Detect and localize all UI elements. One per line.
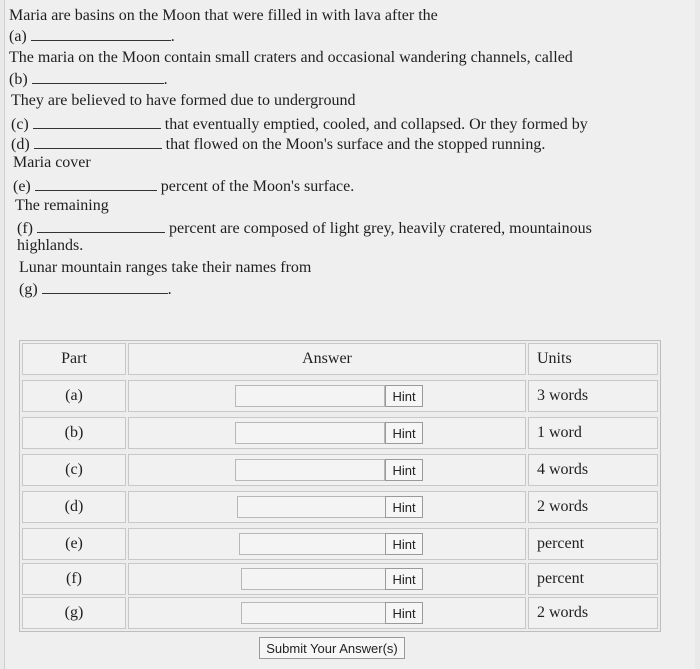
answer-input-e[interactable] [239, 533, 389, 555]
table-row-part [22, 417, 126, 449]
question-line-6 [17, 236, 83, 256]
hint-button-f[interactable] [385, 568, 423, 590]
submit-answers-button[interactable] [259, 637, 405, 659]
period: . [170, 28, 175, 45]
blank-f [37, 218, 165, 233]
answer-input-b[interactable] [235, 422, 385, 444]
period: . [163, 71, 168, 88]
part-f-label: (f) [17, 220, 33, 237]
answer-cell [128, 380, 526, 412]
question-line-f [17, 218, 592, 239]
header-answer-label: Answer [302, 350, 352, 367]
question-text: that flowed on the Moon's surface and the stopped running. [165, 136, 546, 153]
question-line-c [11, 114, 588, 135]
part-g-label: (g) [19, 281, 38, 298]
blank-b [32, 69, 164, 84]
table-row-part [22, 563, 126, 595]
problem-sheet [4, 0, 695, 669]
hint-button-d[interactable] [385, 496, 423, 518]
hint-label: Hint [392, 425, 416, 441]
answer-cell [128, 563, 526, 595]
units-label: 3 words [537, 387, 589, 404]
units-cell [528, 454, 658, 486]
part-label: (c) [65, 461, 83, 478]
question-text: Lunar mountain ranges take their names from [19, 259, 312, 276]
question-line-2 [9, 48, 573, 68]
units-label: percent [537, 535, 585, 552]
question-line-g [19, 279, 172, 300]
question-text: percent are composed of light grey, heavily cratered, mountainous [168, 220, 592, 237]
part-label: (e) [65, 535, 83, 552]
units-cell [528, 563, 658, 595]
header-part [22, 343, 126, 375]
answer-table [19, 340, 661, 632]
hint-label: Hint [392, 499, 416, 515]
part-a-label: (a) [9, 28, 27, 45]
hint-label: Hint [392, 605, 416, 621]
units-label: 1 word [537, 424, 582, 441]
units-label: percent [537, 570, 585, 587]
part-label: (d) [64, 498, 84, 515]
blank-c [33, 114, 161, 129]
hint-button-c[interactable] [385, 459, 423, 481]
answer-cell [128, 417, 526, 449]
table-row-part [22, 491, 126, 523]
question-text: that eventually emptied, cooled, and collapsed. Or they formed by [164, 116, 588, 133]
units-cell [528, 380, 658, 412]
hint-label: Hint [392, 462, 416, 478]
units-label: 2 words [537, 604, 589, 621]
hint-label: Hint [392, 536, 416, 552]
answer-input-f[interactable] [241, 568, 391, 590]
answer-input-g[interactable] [241, 602, 391, 624]
header-part-label: Part [61, 350, 87, 367]
blank-e [35, 176, 157, 191]
part-e-label: (e) [13, 178, 31, 195]
units-cell [528, 491, 658, 523]
question-line-d [11, 134, 545, 155]
part-b-label: (b) [9, 71, 28, 88]
answer-input-a[interactable] [235, 385, 385, 407]
answer-cell [128, 597, 526, 629]
answer-input-d[interactable] [237, 496, 387, 518]
question-text: The maria on the Moon contain small craters and occasional wandering channels, called [9, 49, 573, 66]
header-answer [128, 343, 526, 375]
blank-a [31, 26, 171, 41]
part-c-label: (c) [11, 116, 29, 133]
units-cell [528, 528, 658, 560]
hint-button-b[interactable] [385, 422, 423, 444]
units-cell [528, 597, 658, 629]
question-text: Maria are basins on the Moon that were filled in with lava after the [9, 7, 438, 24]
question-line-1 [9, 6, 438, 26]
units-cell [528, 417, 658, 449]
units-label: 4 words [537, 461, 589, 478]
answer-input-c[interactable] [235, 459, 385, 481]
header-units [528, 343, 658, 375]
answer-cell [128, 528, 526, 560]
part-label: (b) [64, 424, 84, 441]
question-text: highlands. [17, 237, 84, 254]
period: . [167, 281, 172, 298]
hint-label: Hint [392, 571, 416, 587]
hint-button-a[interactable] [385, 385, 423, 407]
part-label: (f) [66, 570, 82, 587]
table-row-part [22, 454, 126, 486]
hint-label: Hint [392, 388, 416, 404]
hint-button-e[interactable] [385, 533, 423, 555]
question-text: Maria cover [13, 154, 91, 171]
part-label: (a) [65, 387, 83, 404]
hint-button-g[interactable] [385, 602, 423, 624]
blank-d [34, 134, 162, 149]
part-d-label: (d) [11, 136, 30, 153]
header-units-label: Units [537, 350, 572, 367]
part-label: (g) [64, 604, 84, 621]
answer-cell [128, 454, 526, 486]
question-line-5 [15, 196, 109, 216]
question-line-b [9, 69, 168, 90]
submit-label: Submit Your Answer(s) [266, 640, 398, 656]
question-text: percent of the Moon's surface. [160, 178, 355, 195]
question-line-3 [11, 91, 355, 111]
blank-g [42, 279, 168, 294]
question-line-a [9, 26, 175, 47]
question-text: They are believed to have formed due to underground [11, 92, 356, 109]
units-label: 2 words [537, 498, 589, 515]
table-row-part [22, 597, 126, 629]
table-row-part [22, 528, 126, 560]
question-line-4 [13, 153, 91, 173]
answer-cell [128, 491, 526, 523]
question-line-7 [19, 258, 311, 278]
question-text: The remaining [15, 197, 109, 214]
question-line-e [13, 176, 354, 197]
table-row-part [22, 380, 126, 412]
